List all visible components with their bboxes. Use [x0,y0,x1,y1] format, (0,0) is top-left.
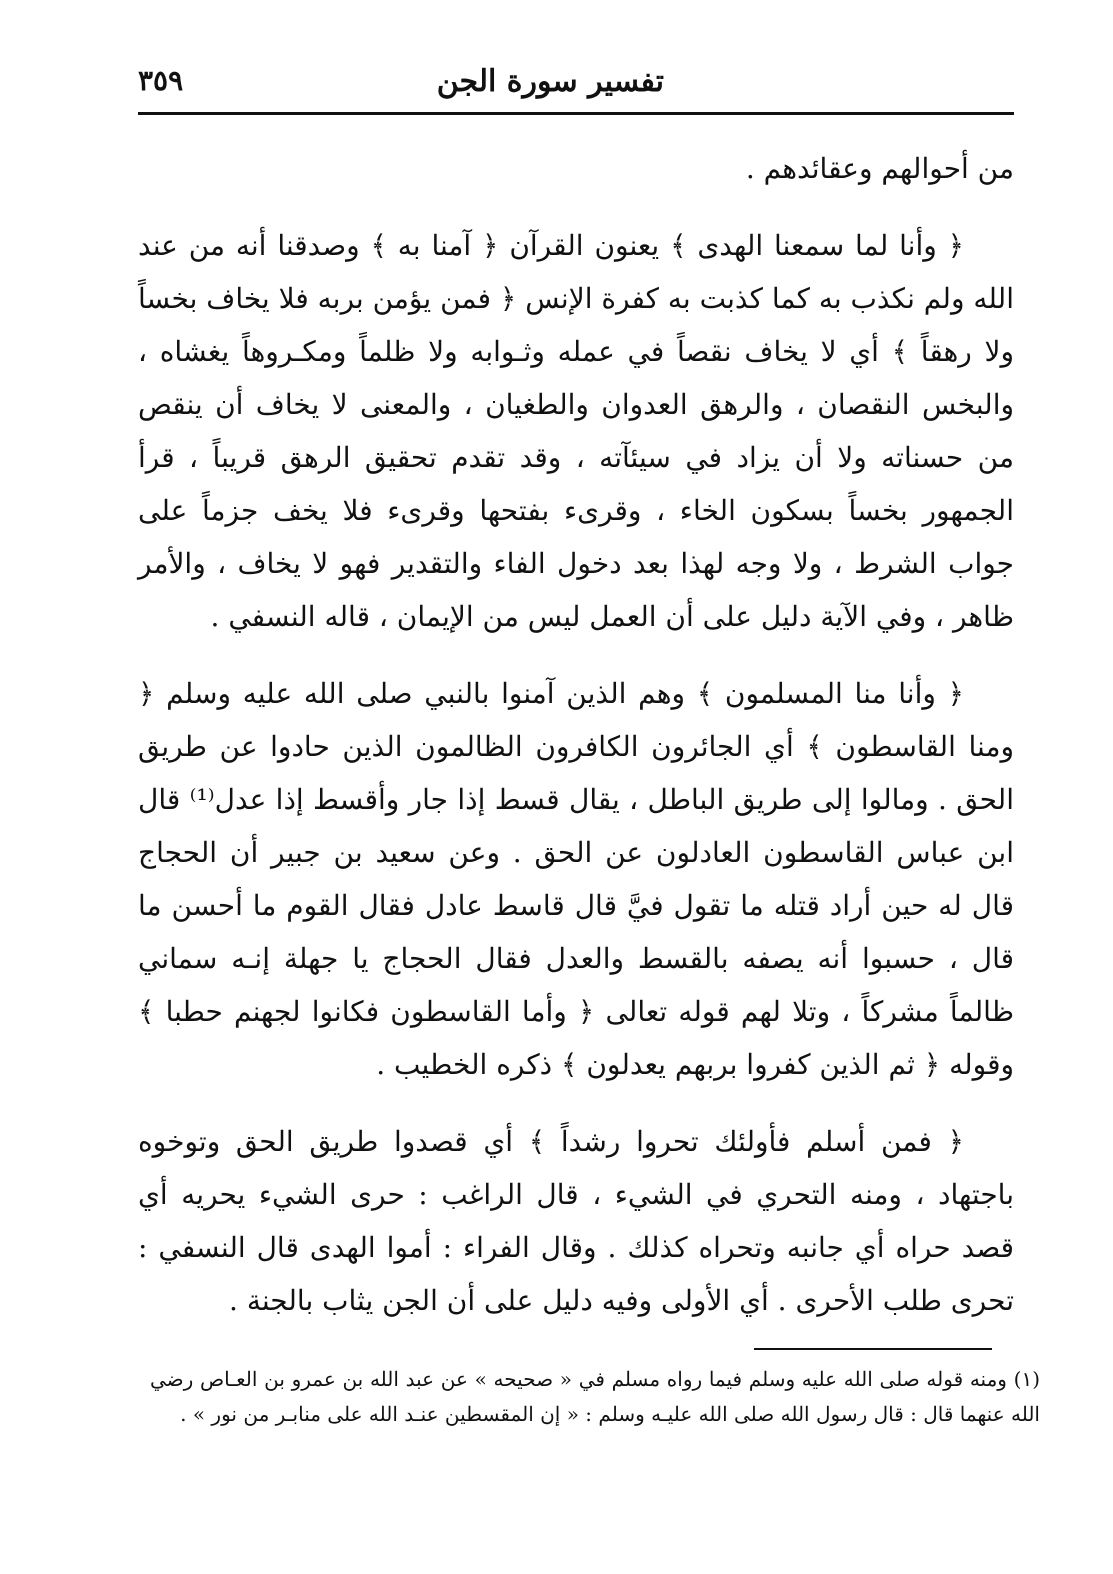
header-rule [138,112,1014,115]
footnote-rule [754,1348,992,1350]
paragraph-4: ﴿ فمن أسلم فأولئك تحروا رشداً ﴾ أي قصدوا طريق الحق وتوخوه باجتهاد ، ومنه التحري في الشيء ، قال الراغب : حرى الشيء يحريه أي قصد حراه أي جانبه وتحراه كذلك . وقال الفراء : أموا الهدى قال النسفي : تحرى طلب الأحرى . أي الأولى وفيه دليل على أن الجن يثاب بالجنة . [138,1125,1014,1317]
main-text [138,142,1014,1327]
running-header [138,52,1014,112]
page-number: ٣٥٩ [138,64,184,97]
paragraph-3: ﴿ وأنا منا المسلمون ﴾ وهم الذين آمنوا بالنبي صلى الله عليه وسلم ﴿ ومنا القاسطون ﴾ أي الجائرون الكافرون الظالمون الذين حادوا عن طريق الحق . ومالوا إلى طريق الباطل ، يقال قسط إذا جار وأقسط إذا عدل⁽¹⁾ قال ابن عباس القاسطون العادلون عن الحق . وعن سعيد بن جبير أن الحجاج قال له حين أراد قتله ما تقول فيَّ قال قاسط عادل فقال القوم ما أحسن ما قال ، حسبوا أنه يصفه بالقسط والعدل فقال الحجاج يا جهلة إنـه سماني ظالماً مشركاً ، وتلا لهم قوله تعالى ﴿ وأما القاسطون فكانوا لجهنم حطبا ﴾ وقوله ﴿ ثم الذين كفروا بربهم يعدلون ﴾ ذكره الخطيب . [138,677,1014,1081]
footnote [150,1362,1040,1432]
paragraph-2: ﴿ وأنا لما سمعنا الهدى ﴾ يعنون القرآن ﴿ آمنا به ﴾ وصدقنا أنه من عند الله ولم نكذب به كما كذبت به كفرة الإنس ﴿ فمن يؤمن بربه فلا يخاف بخساً ولا رهقاً ﴾ أي لا يخاف نقصاً في عمله وثـوابه ولا ظلماً ومكـروهاً يغشاه ، والبخس النقصان ، والرهق العدوان والطغيان ، والمعنى لا يخاف أن ينقص من حسناته ولا أن يزاد في سيئآته ، وقد تقدم تحقيق الرهق قريباً ، قرأ الجمهور بخساً بسكون الخاء ، وقرىء بفتحها وقرىء فلا يخف جزماً على جواب الشرط ، ولا وجه لهذا بعد دخول الفاء والتقدير فهو لا يخاف ، والأمر ظاهر ، وفي الآية دليل على أن العمل ليس من الإيمان ، قاله النسفي . [138,229,1014,633]
footnote-text: (١) ومنه قوله صلى الله عليه وسلم فيما رواه مسلم في « صحيحه » عن عبد الله بن عمرو بن العـاص رضي الله عنهما قال : قال رسول الله صلى الله عليـه وسلم : « إن المقسطين عنـد الله على منابـر من نور » . [150,1367,1040,1426]
paragraph-1: من أحوالهم وعقائدهم . [745,152,1014,185]
page-title: تفسير سورة الجن [436,64,664,99]
